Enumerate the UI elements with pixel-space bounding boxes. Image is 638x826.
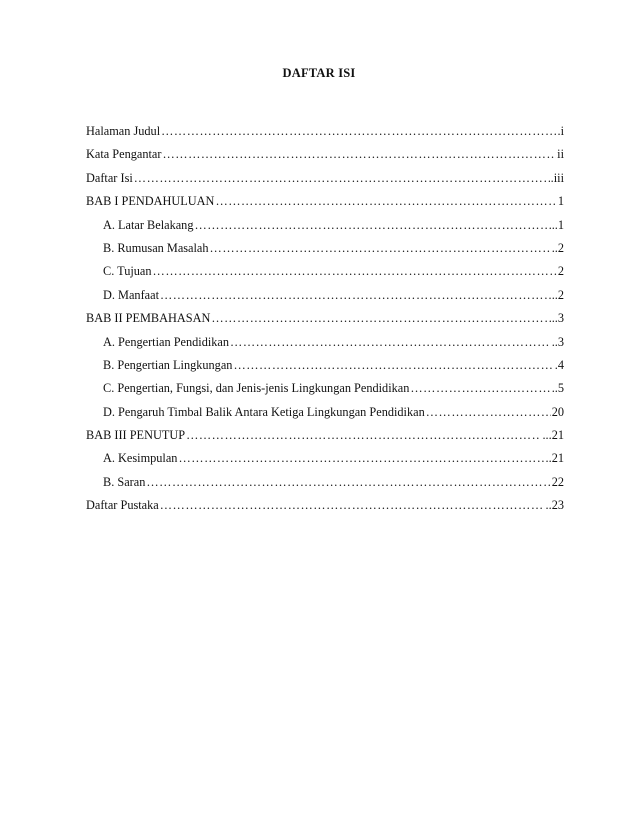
toc-entry-page-number: ...21	[542, 428, 564, 443]
toc-entry-page-number: 1	[557, 194, 564, 209]
toc-dot-leader	[210, 237, 551, 260]
toc-entry	[86, 401, 564, 424]
toc-dot-leader	[161, 120, 556, 143]
toc-entry	[86, 167, 564, 190]
page-title: DAFTAR ISI	[282, 66, 356, 80]
toc-entry	[86, 284, 564, 307]
toc-entry-page-number: ..23	[545, 498, 564, 513]
toc-entry-page-number: ..21	[545, 451, 564, 466]
toc-dot-leader	[215, 190, 556, 213]
toc-entry-label: B. Pengertian Lingkungan	[103, 357, 233, 372]
toc-entry-page-number: ..3	[551, 334, 564, 349]
toc-entry	[86, 237, 564, 260]
toc-dot-leader	[153, 260, 557, 283]
toc-entry	[86, 447, 564, 470]
toc-entry-page-number: .i	[557, 124, 564, 138]
toc-entry	[86, 494, 564, 517]
toc-entry-label: Daftar Pustaka	[86, 498, 159, 513]
toc-entry-label: A. Pengertian Pendidikan	[103, 334, 230, 349]
toc-dot-leader	[162, 143, 556, 166]
toc-dot-leader	[178, 447, 544, 470]
toc-entry	[86, 331, 564, 354]
toc-entry-label: A. Kesimpulan	[103, 451, 178, 466]
toc-dot-leader	[186, 424, 541, 447]
toc-entry-label: BAB I PENDAHULUAN	[86, 194, 215, 209]
toc-entry-label: BAB II PEMBAHASAN	[86, 311, 211, 326]
toc-entry-page-number: ..1	[551, 217, 564, 232]
toc-dot-leader	[211, 307, 550, 330]
toc-entry-label: C. Tujuan	[103, 264, 152, 279]
toc-entry-label: Halaman Judul	[86, 124, 161, 138]
toc-entry-page-number: ..5	[551, 381, 564, 396]
toc-entry	[86, 214, 564, 237]
toc-entry-page-number: ..2	[551, 240, 564, 255]
toc-entry	[86, 143, 564, 166]
toc-entry	[86, 354, 564, 377]
toc-dot-leader	[146, 471, 550, 494]
toc-entry	[86, 120, 564, 143]
toc-dot-leader	[230, 331, 551, 354]
toc-entry-label: B. Saran	[103, 474, 146, 489]
toc-dot-leader	[160, 494, 545, 517]
toc-dot-leader	[410, 377, 550, 400]
toc-entry-label: D. Pengaruh Timbal Balik Antara Ketiga Lingkungan Pendidikan	[103, 404, 425, 419]
toc-entry	[86, 377, 564, 400]
toc-entry	[86, 424, 564, 447]
toc-entry-page-number: .iii	[550, 170, 564, 185]
toc-entry-page-number: ..2	[551, 287, 564, 302]
toc-entry-label: Kata Pengantar	[86, 147, 162, 162]
toc-entry	[86, 307, 564, 330]
toc-dot-leader	[134, 167, 550, 190]
toc-entry-label: BAB III PENUTUP	[86, 428, 186, 443]
toc-entry-page-number: 20	[551, 404, 564, 419]
toc-dot-leader	[233, 354, 553, 377]
toc-entry	[86, 260, 564, 283]
toc-dot-leader	[194, 214, 550, 237]
toc-entry-label: Daftar Isi	[86, 170, 133, 185]
toc-entry-label: D. Manfaat	[103, 287, 159, 302]
toc-dot-leader	[160, 284, 551, 307]
toc-entry-page-number: ..3	[551, 311, 564, 326]
toc-entry-label: C. Pengertian, Fungsi, dan Jenis-jenis Lingkungan Pendidikan	[103, 381, 410, 396]
toc-entry-page-number: 2	[557, 264, 564, 279]
toc-entry-label: B. Rumusan Masalah	[103, 240, 209, 255]
toc-entry-page-number: .4	[554, 357, 564, 372]
toc-entry	[86, 471, 564, 494]
table-of-contents	[86, 120, 564, 518]
toc-dot-leader	[426, 401, 551, 424]
toc-entry	[86, 190, 564, 213]
toc-entry-label: A. Latar Belakang	[103, 217, 194, 232]
toc-entry-page-number: ii	[557, 147, 564, 162]
toc-entry-page-number: 22	[551, 474, 564, 489]
